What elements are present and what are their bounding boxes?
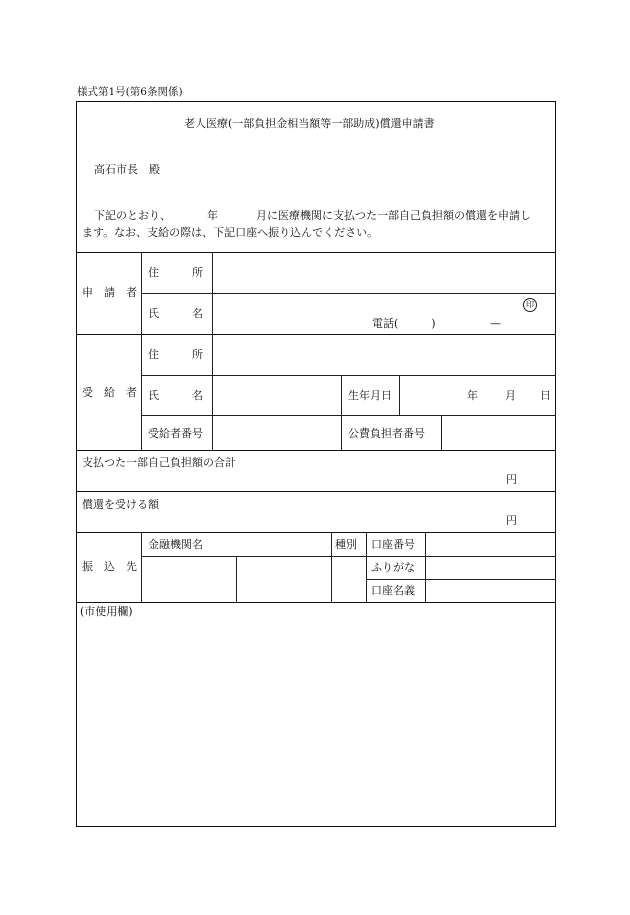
divider-transfer-2	[366, 579, 556, 580]
intro-text-2: 月に医療機関に支払つた一部自己負担額の償還を申請し	[256, 209, 531, 222]
birthdate-label: 生年月日	[348, 389, 392, 402]
birth-year-unit: 年	[467, 389, 478, 402]
divider-recipient-1	[141, 375, 556, 376]
vline-bank-split	[236, 556, 237, 602]
recipient-number-label: 受給者番号	[148, 427, 203, 440]
divider-recipient-2	[141, 415, 556, 416]
birth-day-unit: 日	[540, 389, 551, 402]
seal-mark-icon: 印	[523, 298, 537, 312]
refund-label: 償還を受ける額	[82, 498, 159, 511]
furigana-label: ふりがな	[371, 561, 415, 574]
vline-label-column	[141, 252, 142, 450]
divider-refund-top	[76, 491, 556, 492]
divider-transfer-top	[76, 532, 556, 533]
recipient-label: 受 給 者	[82, 386, 137, 399]
vline-account-value	[425, 532, 426, 602]
phone-dash: —	[490, 317, 501, 330]
paid-total-label: 支払つた一部自己負担額の合計	[82, 456, 236, 469]
divider-applicant-top	[76, 252, 556, 253]
intro-text-1: 下記のとおり、	[94, 209, 171, 222]
paid-total-unit: 円	[506, 473, 517, 486]
account-type-label: 種別	[335, 538, 357, 551]
account-number-label: 口座番号	[371, 538, 415, 551]
divider-transfer-1	[141, 556, 556, 557]
applicant-address-label: 住 所	[148, 266, 203, 279]
vline-field-column	[212, 252, 213, 450]
intro-year: 年	[207, 209, 218, 222]
vline-type-right	[366, 532, 367, 602]
applicant-name-label: 氏 名	[148, 307, 203, 320]
vline-transfer-label	[141, 532, 142, 602]
vline-birthdate	[399, 375, 400, 415]
form-title: 老人医療(一部負担金相当額等一部助成)償還申請書	[184, 117, 435, 130]
bank-name-label: 金融機関名	[148, 538, 203, 551]
addressee: 高石市長 殿	[94, 163, 160, 176]
divider-city-top	[76, 602, 556, 603]
recipient-name-label: 氏 名	[148, 389, 203, 402]
divider-recipient-top	[76, 334, 556, 335]
payer-number-label: 公費負担者番号	[348, 427, 425, 440]
transfer-label: 振 込 先	[82, 560, 137, 573]
phone-label: 電話( )	[372, 317, 436, 330]
recipient-address-label: 住 所	[148, 348, 203, 361]
divider-applicant-mid	[141, 293, 556, 294]
account-holder-label: 口座名義	[371, 584, 415, 597]
city-use-label: (市使用欄)	[80, 605, 133, 618]
applicant-label: 申 請 者	[82, 286, 137, 299]
vline-type-left	[331, 532, 332, 602]
vline-recipient-middle	[341, 375, 342, 450]
birth-month-unit: 月	[505, 389, 516, 402]
intro-text-3: ます。なお、支給の際は、下記口座へ振り込んでください。	[82, 226, 379, 239]
form-number: 様式第1号(第6条関係)	[77, 86, 183, 98]
refund-unit: 円	[506, 514, 517, 527]
divider-total-top	[76, 450, 556, 451]
vline-payer-number	[441, 415, 442, 450]
